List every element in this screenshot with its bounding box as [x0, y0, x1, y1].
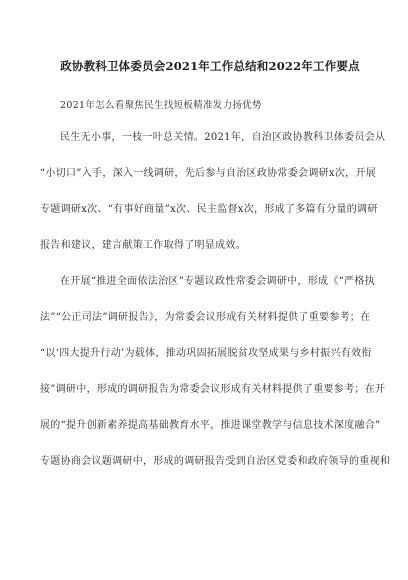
paragraph-line: 法”“公正司法”调研报告》，为常委会议形成有关材料提供了重要参考；在	[40, 312, 371, 323]
paragraph-line: 民生无小事，一枝一叶总关情。2021年，自治区政协教科卫体委员会从	[60, 132, 386, 143]
document-subtitle: 2021年怎么看聚焦民生找短板精准发力扬优势	[60, 100, 262, 111]
document-title: 政协教科卫体委员会2021年工作总结和2022年工作要点	[60, 59, 360, 73]
paragraph-line: 专题协商会议题调研中，形成的调研报告受到自治区党委和政府领导的重视和	[40, 456, 391, 467]
paragraph-line: 报告和建议，建言献策工作取得了明显成效。	[40, 240, 246, 251]
paragraph-line: 展的“提升创新素养提高基础教育水平，推进课堂教学与信息技术深度融合”	[40, 420, 381, 431]
paragraph-line: “以‘四大提升行动’为载体，推动巩固拓展脱贫攻坚成果与乡村振兴有效衔	[40, 348, 372, 359]
paragraph-line: 在开展“推进全面依法治区”专题议政性常委会调研中，形成《“严格执	[60, 276, 375, 287]
paragraph-line: 专题调研x次、“有事好商量”x次、民主监督x次，形成了多篇有分量的调研	[40, 204, 378, 215]
paragraph-line: “小切口”入手，深入一线调研，先后参与自治区政协常委会调研x次，开展	[40, 168, 377, 179]
paragraph-line: 接”调研中，形成的调研报告为常委会议形成有关材料提供了重要参考；在开	[40, 384, 386, 395]
